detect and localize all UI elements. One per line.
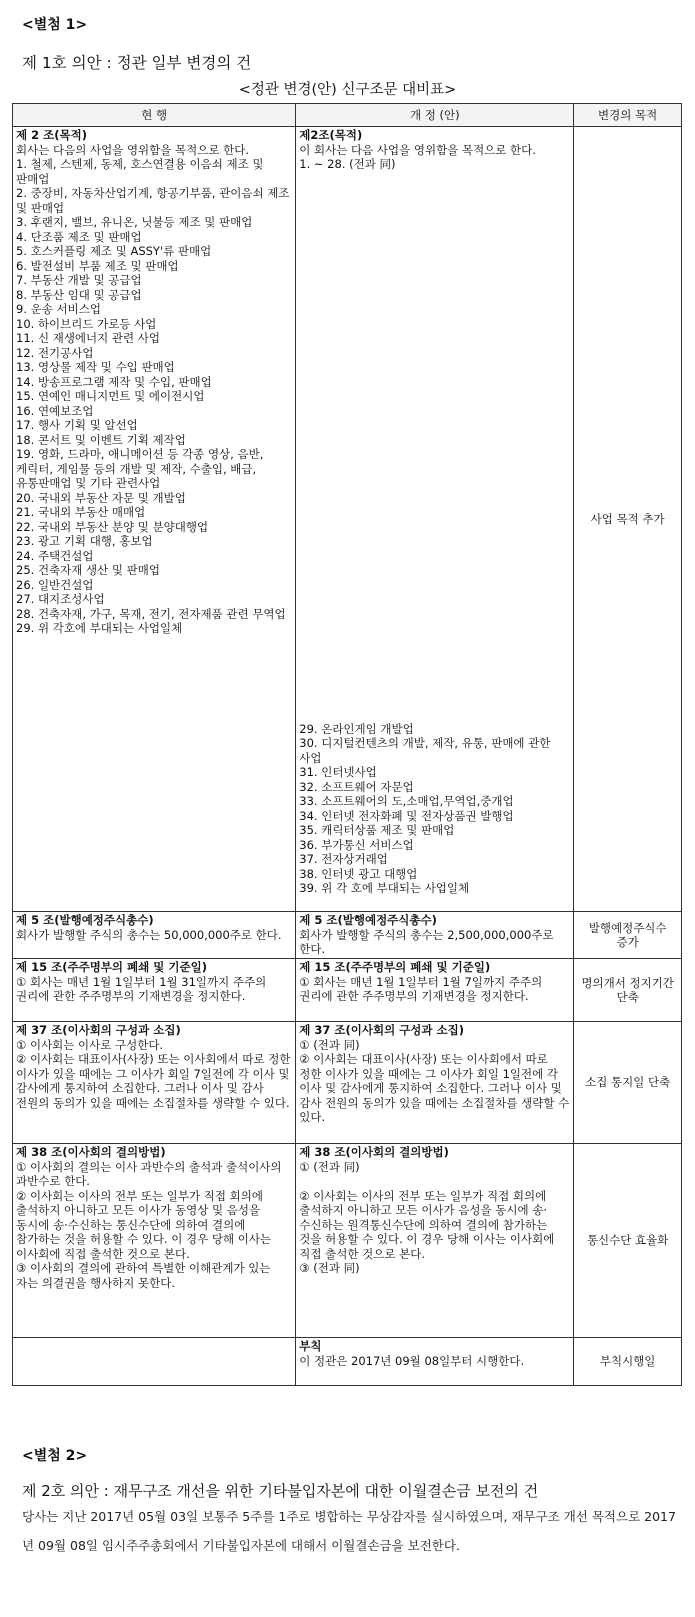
proposed-article-title: 제 15 조(주주명부의 폐쇄 및 기준일) <box>299 960 491 974</box>
proposed-added-line: 29. 온라인게임 개발업 <box>299 721 414 736</box>
change-purpose-cell: 사업 목적 추가 <box>574 127 682 912</box>
table-header-row <box>13 104 682 127</box>
current-article-cell <box>13 1022 296 1144</box>
proposed-article-line <box>299 1174 570 1189</box>
change-purpose-cell: 발행예정주식수 증가 <box>574 912 682 959</box>
proposed-article-cell <box>296 912 574 959</box>
current-article-line: 19. 영화, 드라마, 애니메이션 등 각종 영상, 음반, 케릭터, 게임물 등의 개발 및 제작, 수출입, 배급, 유통판매업 및 기타 관련사업 <box>16 447 268 490</box>
proposed-added-line: 37. 전자상거래업 <box>299 852 388 866</box>
current-article-line: ② 이사회는 이사의 전부 또는 일부가 직접 회의에 출석하지 아니하고 모든 이사가 동영상 및 음성을 동시에 송·수신하는 통신수단에 의하여 결의에 참가하는 것을 허용할 수 있다. 이 경우 당해 이사는 이사회에 직접 출석한 것으로 본다. <box>16 1188 275 1261</box>
change-purpose-cell: 통신수단 효율화 <box>574 1144 682 1338</box>
current-article-line: ② 이사회는 대표이사(사장) 또는 이사회에서 따로 정한 이사가 있을 때에는 그 이사가 회일 7일전에 각 이사 및 감사에게 통지하여 소집한다. 그러나 이사 및 감사 전원의 동의가 있을 때에는 소집절차를 생략할 수 있다. <box>16 1052 295 1110</box>
current-article-cell <box>13 912 296 959</box>
current-article-line: ① 이사회의 결의는 이사 과반수의 출석과 출석이사의 과반수로 한다. <box>16 1159 286 1188</box>
unchanged-items-gap <box>299 172 570 722</box>
current-article-line: 8. 부동산 임대 및 공급업 <box>16 287 142 302</box>
table-row <box>13 1022 682 1144</box>
table-row <box>13 912 682 959</box>
proposed-article-line: ① 회사는 매년 1월 1일부터 1월 7일까지 주주의 권리에 관한 주주명부의 기재변경을 정지한다. <box>299 974 546 1003</box>
current-article-line: 5. 호스커플링 제조 및 ASSY'류 판매업 <box>16 244 212 258</box>
proposed-article-line: 이 정관은 2017년 09월 08일부터 시행한다. <box>299 1353 525 1368</box>
current-article-line: 25. 건축자재 생산 및 판매업 <box>16 563 160 577</box>
current-article-cell <box>13 1338 296 1386</box>
current-article-line: 20. 국내외 부동산 자문 및 개발업 <box>16 490 186 505</box>
proposed-article-line: ① (전과 同) <box>299 1159 360 1174</box>
change-purpose-cell: 명의개서 정지기간 단축 <box>574 959 682 1022</box>
table-row <box>13 127 682 912</box>
comparison-table-title: <정관 변경(안) 신구조문 대비표> <box>238 82 457 98</box>
current-article-line: 26. 일반건설업 <box>16 577 94 592</box>
proposed-article-line: ② 이사회는 대표이사(사장) 또는 이사회에서 따로 정한 이사가 있을 때에는 그 이사가 회일 1일전에 각 이사 및 감사에게 통지하여 소집한다. 그러나 이사 및 감사 전원의 동의가 있을 때에는 소집절차를 생략할 수 있다. <box>299 1052 573 1124</box>
table-row <box>13 959 682 1022</box>
current-article-line: 2. 중장비, 자동차산업기계, 항공기부품, 관이음쇠 제조 및 판매업 <box>16 186 294 215</box>
agenda-2-heading: 제 2호 의안 : 재무구조 개선을 위한 기타불입자본에 대한 이월결손금 보전의 건 <box>22 1482 539 1500</box>
current-article-line: 12. 전기공사업 <box>16 345 94 360</box>
current-article-cell <box>13 1144 296 1338</box>
current-article-line: ① 이사회는 이사로 구성한다. <box>16 1037 164 1052</box>
current-article-title: 제 15 조(주주명부의 폐쇄 및 기준일) <box>16 960 207 974</box>
proposed-added-line: 39. 위 각 호에 부대되는 사업일체 <box>299 881 470 895</box>
proposed-article-cell <box>296 959 574 1022</box>
proposed-article-cell <box>296 127 574 912</box>
change-purpose-cell: 소집 통지일 단축 <box>574 1022 682 1144</box>
current-article-line: 4. 단조품 제조 및 판매업 <box>16 229 142 244</box>
attachment-1-label: <별첨 1> <box>22 17 88 33</box>
table-row <box>13 1338 682 1386</box>
current-article-line: ① 회사는 매년 1월 1일부터 1월 31일까지 주주의 권리에 관한 주주명부의 기재변경을 정지한다. <box>16 974 270 1003</box>
current-article-line: 7. 부동산 개발 및 공급업 <box>16 273 142 287</box>
proposed-article-cell <box>296 1338 574 1386</box>
proposed-added-line: 36. 부가통신 서비스업 <box>299 837 414 852</box>
proposed-article-title: 부칙 <box>299 1339 322 1353</box>
header-purpose: 변경의 목적 <box>574 104 682 127</box>
header-proposed: 개 정 (안) <box>296 104 574 127</box>
proposed-article-title: 제 5 조(발행예정주식총수) <box>299 913 437 927</box>
current-article-line: 회사가 발행할 주식의 총수는 50,000,000주로 한다. <box>16 927 282 942</box>
current-article-line: 15. 연예인 매니지먼트 및 에이전시업 <box>16 389 205 403</box>
proposed-article-title: 제2조(목적) <box>299 128 363 142</box>
current-article-line: 10. 하이브리드 가로등 사업 <box>16 316 157 331</box>
current-article-cell <box>13 959 296 1022</box>
current-article-line: 29. 위 각호에 부대되는 사업일체 <box>16 621 183 635</box>
current-article-line: 23. 광고 기획 대행, 홍보업 <box>16 534 153 548</box>
current-article-line: 9. 운송 서비스업 <box>16 302 101 316</box>
table-body <box>13 127 682 1386</box>
current-article-title: 제 5 조(발행예정주식총수) <box>16 913 154 927</box>
current-article-line: 18. 콘서트 및 이벤트 기획 제작업 <box>16 432 186 447</box>
current-article-title: 제 38 조(이사회의 결의방법) <box>16 1145 166 1159</box>
current-article-line: 27. 대지조성사업 <box>16 592 105 606</box>
current-article-line: 28. 건축자재, 가구, 목재, 전기, 전자제품 관련 무역업 <box>16 606 286 621</box>
current-article-line: ③ 이사회의 결의에 관하여 특별한 이해관계가 있는 자는 의결권을 행사하지 못한다. <box>16 1261 275 1290</box>
current-article-line: 17. 행사 기획 및 알선업 <box>16 418 138 432</box>
current-article-cell <box>13 127 296 912</box>
current-article-title: 제 2 조(목적) <box>16 128 87 142</box>
proposed-article-title: 제 38 조(이사회의 결의방법) <box>299 1145 449 1159</box>
proposed-added-line: 30. 디지털컨텐츠의 개발, 제작, 유통, 판매에 관한 사업 <box>299 736 555 765</box>
proposed-added-line: 34. 인터넷 전자화폐 및 전자상품권 발행업 <box>299 808 514 823</box>
proposed-article-cell <box>296 1022 574 1144</box>
current-article-line: 회사는 다음의 사업을 영위함을 목적으로 한다. <box>16 142 250 157</box>
current-article-line: 6. 발전설비 부품 제조 및 판매업 <box>16 258 179 273</box>
agenda-1-heading: 제 1호 의안 : 정관 일부 변경의 건 <box>22 54 252 72</box>
current-article-line: 24. 주택건설업 <box>16 548 94 563</box>
current-article-line: 16. 연예보조업 <box>16 403 94 418</box>
proposed-added-line: 32. 소프트웨어 자문업 <box>299 779 414 794</box>
proposed-article-line: 이 회사는 다음 사업을 영위함을 목적으로 한다. <box>299 142 536 157</box>
current-article-line: 14. 방송프로그램 제작 및 수입, 판매업 <box>16 374 212 389</box>
current-article-title: 제 37 조(이사회의 구성과 소집) <box>16 1023 181 1037</box>
proposed-article-title: 제 37 조(이사회의 구성과 소집) <box>299 1023 464 1037</box>
proposed-article-line: ③ (전과 同) <box>299 1261 360 1275</box>
proposed-added-line: 35. 캐릭터상품 제조 및 판매업 <box>299 823 455 837</box>
current-article-line: 22. 국내외 부동산 분양 및 분양대행업 <box>16 519 209 534</box>
proposed-article-line: 회사가 발행할 주식의 총수는 2,500,000,000주로 한다. <box>299 927 558 956</box>
proposed-added-line: 31. 인터넷사업 <box>299 765 377 779</box>
current-article-line: 21. 국내외 부동산 매매업 <box>16 505 146 519</box>
current-article-line: 11. 신 재생에너지 관련 사업 <box>16 331 160 345</box>
proposed-article-line: 1. ~ 28. (전과 同) <box>299 157 396 171</box>
articles-comparison-table <box>12 103 682 1386</box>
change-purpose-cell: 부칙시행일 <box>574 1338 682 1386</box>
current-article-line: 1. 철제, 스텐제, 동제, 호스연결용 이음쇠 제조 및 판매업 <box>16 157 268 186</box>
table-row <box>13 1144 682 1338</box>
proposed-article-cell <box>296 1144 574 1338</box>
current-article-line: 13. 영상물 제작 및 수입 판매업 <box>16 360 175 374</box>
proposed-article-line: ② 이사회는 이사의 전부 또는 일부가 직접 회의에 출석하지 아니하고 모든 이사가 음성을 동시에 송·수신하는 원격통신수단에 의하여 결의에 참가하는 것을 허용할 수 있다. 이 경우 당해 이사는 이사회에 직접 출석한 것으로 본다. <box>299 1188 558 1261</box>
agenda-2-paragraph: 당사는 지난 2017년 05월 03일 보통주 5주를 1주로 병합하는 무상감자를 실시하였으며, 재무구조 개선 목적으로 2017년 09월 08일 임시주주총회에서 기타불입자본에 대해서 이월결손금을 보전한다. <box>22 1509 676 1553</box>
proposed-article-line: ① (전과 同) <box>299 1037 360 1052</box>
proposed-added-line: 38. 인터넷 광고 대행업 <box>299 866 418 881</box>
header-current: 현 행 <box>13 104 296 127</box>
proposed-added-line: 33. 소프트웨어의 도,소매업,무역업,중개업 <box>299 794 514 808</box>
current-article-line: 3. 후랜지, 밸브, 유니온, 닛불등 제조 및 판매업 <box>16 215 253 229</box>
attachment-2-label: <별첨 2> <box>22 1448 88 1464</box>
